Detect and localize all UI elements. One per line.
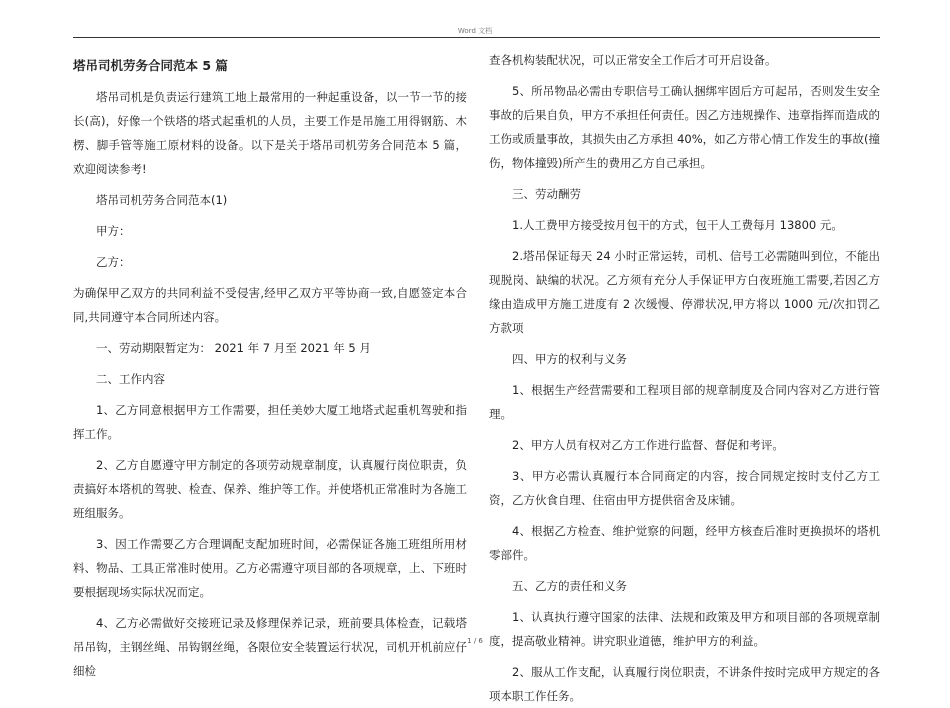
right-column bbox=[489, 48, 880, 708]
party-b-clause-1: 1、认真执行遵守国家的法律、法规和政策及甲方和项目部的各项规章制度，提高敬业精神。讲究职业道德，维护甲方的利益。 bbox=[489, 610, 880, 648]
section-party-a-rights: 四、甲方的权利与义务 bbox=[512, 352, 627, 366]
work-clause-1: 1、乙方同意根据甲方工作需要，担任美妙大厦工地塔式起重机驾驶和指挥工作。 bbox=[73, 403, 467, 441]
header-divider bbox=[73, 37, 880, 38]
header-label: Word 文档 bbox=[457, 27, 493, 35]
intro-paragraph: 塔吊司机是负责运行建筑工地上最常用的一种起重设备，以一节一节的接长(高)，好像一个铁塔的塔式起重机的人员，主要工作是吊施工用得钢筋、木楞、脚手管等施工原材料的设备。以下是关于塔吊司机劳务合同范本 5 篇，欢迎阅读参考! bbox=[73, 90, 467, 176]
page-number: 1 / 6 bbox=[467, 637, 483, 645]
contract-heading: 塔吊司机劳务合同范本(1) bbox=[96, 193, 228, 207]
work-clause-4-continued: 查各机构装配状况，可以正常安全工作后才可开启设备。 bbox=[489, 53, 777, 67]
party-b-label: 乙方： bbox=[96, 255, 131, 269]
party-a-label: 甲方： bbox=[96, 224, 131, 238]
left-column bbox=[73, 48, 467, 683]
document-title: 塔吊司机劳务合同范本 5 篇 bbox=[73, 58, 228, 73]
section-work-content: 二、工作内容 bbox=[96, 372, 165, 386]
section-remuneration: 三、劳动酬劳 bbox=[512, 187, 581, 201]
work-clause-2: 2、乙方自愿遵守甲方制定的各项劳动规章制度，认真履行岗位职责，负责搞好本塔机的驾驶、检查、保养、维护等工作。并使塔机正常准时为各施工班组服务。 bbox=[73, 458, 467, 520]
party-a-clause-3: 3、甲方必需认真履行本合同商定的内容，按合同规定按时支付乙方工资，乙方伙食自理、住宿由甲方提供宿舍及床铺。 bbox=[489, 469, 880, 507]
section-party-b-duties: 五、乙方的责任和义务 bbox=[512, 579, 627, 593]
party-b-clause-2: 2、服从工作支配，认真履行岗位职责，不讲条件按时完成甲方规定的各项本职工作任务。 bbox=[489, 665, 880, 703]
party-a-clause-4: 4、根据乙方检查、维护觉察的问题，经甲方核查后准时更换损坏的塔机零部件。 bbox=[489, 524, 880, 562]
pay-clause-2: 2.塔吊保证每天 24 小时正常运转，司机、信号工必需随叫到位，不能出现脱岗、缺编的状况。乙方须有充分人手保证甲方白夜班施工需要,若因乙方缘由造成甲方施工进度有 2 次缓慢、停滞状况,甲方将以 1000 元/次扣罚乙方款项 bbox=[489, 249, 880, 335]
preamble-paragraph: 为确保甲乙双方的共同利益不受侵害,经甲乙双方平等协商一致,自愿签定本合同,共同遵守本合同所述内容。 bbox=[73, 286, 467, 324]
work-clause-5: 5、所吊物品必需由专职信号工确认捆绑牢固后方可起吊，否则发生安全事故的后果自负，甲方不承担任何责任。因乙方违规操作、违章指挥而造成的工伤或质量事故，其损失由乙方承担 40%，如乙方带心情工作发生的事故(撞伤，物体撞毁)所产生的费用乙方自己承担。 bbox=[489, 84, 880, 170]
section-term: 一、劳动期限暂定为： 2021 年 7 月至 2021 年 5 月 bbox=[96, 341, 371, 355]
pay-clause-1: 1.人工费甲方接受按月包干的方式，包干人工费每月 13800 元。 bbox=[512, 218, 843, 232]
work-clause-4: 4、乙方必需做好交接班记录及修理保养记录，班前要具体检查，记载塔吊吊钩，主钢丝绳、吊钩钢丝绳，各限位安全装置运行状况，司机开机前应仔细检 bbox=[73, 616, 467, 678]
party-a-clause-1: 1、根据生产经营需要和工程项目部的规章制度及合同内容对乙方进行管理。 bbox=[489, 383, 880, 421]
party-a-clause-2: 2、甲方人员有权对乙方工作进行监督、督促和考评。 bbox=[512, 438, 784, 452]
work-clause-3: 3、因工作需要乙方合理调配支配加班时间，必需保证各施工班组所用材料、物品、工具正常准时使用。乙方必需遵守项目部的各项规章，上、下班时要根据现场实际状况而定。 bbox=[73, 537, 467, 599]
